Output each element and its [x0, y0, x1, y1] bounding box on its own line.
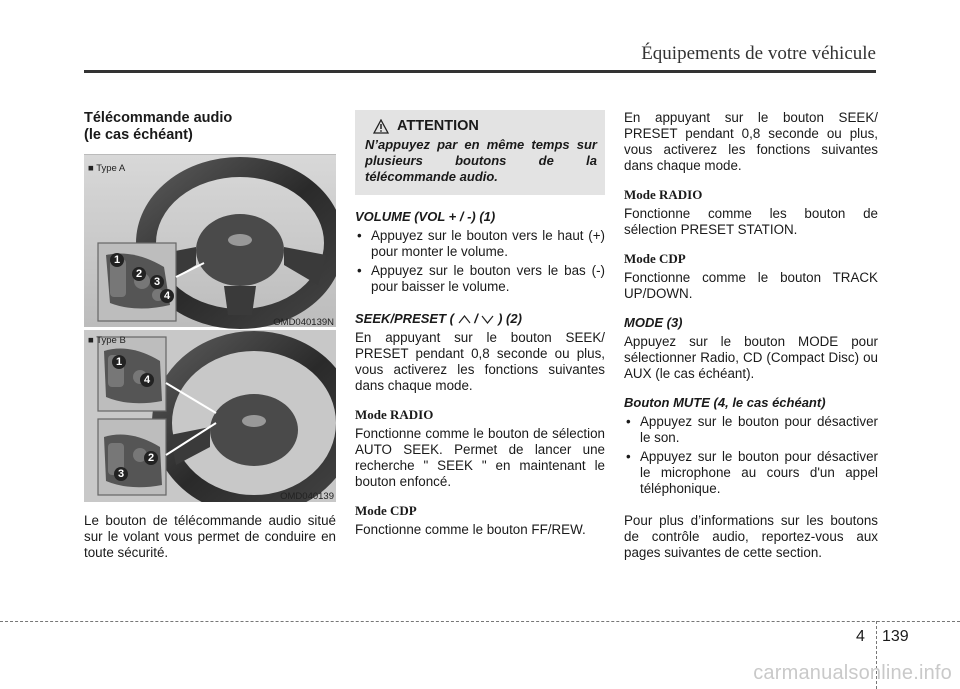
- attention-body: N’appuyez par en même temps sur plusieurs boutons de la télécommande audio.: [365, 137, 597, 184]
- page-number: 139: [882, 628, 909, 645]
- left-intro-text: Le bouton de télécommande audio situé sur le volant vous permet de conduire en toute sécurité.: [84, 513, 336, 560]
- callout-b-4: 4: [140, 373, 154, 387]
- attention-title: [365, 118, 597, 134]
- callout-b-3: 3: [114, 467, 128, 481]
- wheel-b-hub: [210, 394, 298, 466]
- volume-list: [355, 228, 605, 295]
- wheel-a-hub: [196, 214, 284, 286]
- page-header-title: Équipements de votre véhicule: [641, 43, 876, 64]
- attention-box: [355, 110, 605, 195]
- middle-column: [355, 110, 605, 538]
- right-mode-radio-heading: Mode RADIO: [624, 187, 703, 202]
- figure-b-label: ■ Type B: [88, 335, 126, 346]
- list-item: • Appuyez sur le bouton pour désactiver le microphone au cours d'un appel téléphonique.: [624, 449, 878, 497]
- chapter-number: 4: [856, 628, 865, 645]
- list-item: • Appuyez sur le bouton vers le haut (+) pour monter le volume.: [355, 228, 605, 260]
- list-item: • Appuyez sur le bouton pour désactiver le son.: [624, 414, 878, 446]
- callout-b-1: 1: [112, 355, 126, 369]
- seek-heading-part3: ) (2): [498, 311, 522, 326]
- seek-heading-part1: SEEK/PRESET (: [355, 311, 454, 326]
- list-item: • Appuyez sur le bouton vers le bas (-) pour baisser le volume.: [355, 263, 605, 295]
- chevron-up-icon: [458, 315, 471, 324]
- mode-radio-heading: Mode RADIO: [355, 407, 434, 422]
- right-mode-cdp-heading: Mode CDP: [624, 251, 686, 266]
- seek-heading-part2: /: [474, 311, 478, 326]
- wheel-a-logo: [228, 234, 252, 246]
- steering-wheel-figure: [84, 154, 336, 501]
- figure-b-code: OMD040139: [280, 491, 334, 502]
- section-title: [84, 110, 336, 144]
- chevron-down-icon: [481, 315, 494, 324]
- right-mode-radio-text: Fonctionne comme les bouton de sélection PRESET STATION.: [624, 206, 878, 237]
- right-mode-cdp-text: Fonctionne comme le bouton TRACK UP/DOWN.: [624, 270, 878, 301]
- footer-dashed-rule: [0, 621, 960, 622]
- mode-cdp-heading: Mode CDP: [355, 503, 417, 518]
- callout-b-2: 2: [144, 451, 158, 465]
- mode-text: Appuyez sur le bouton MODE pour sélectionner Radio, CD (Compact Disc) ou AUX (le cas échéant).: [624, 334, 878, 381]
- callout-a-4: 4: [160, 289, 174, 303]
- right-outro-text: Pour plus d’informations sur les boutons de contrôle audio, reportez-vous aux pages suivantes de cette section.: [624, 513, 878, 560]
- left-column: [84, 110, 336, 561]
- attention-title-text: ATTENTION: [397, 118, 479, 134]
- callout-a-3: 3: [150, 275, 164, 289]
- mode-heading: MODE (3): [624, 315, 683, 330]
- right-intro-text: En appuyant sur le bouton SEEK/ PRESET pendant 0,8 seconde ou plus, vous activerez les fonctions suivantes dans chaque mode.: [624, 110, 878, 173]
- mode-cdp-text: Fonctionne comme le bouton FF/REW.: [355, 522, 586, 537]
- mute-heading: Bouton MUTE (4, le cas échéant): [624, 395, 826, 410]
- seek-paragraph: En appuyant sur le bouton SEEK/ PRESET pendant 0,8 seconde ou plus, vous activerez les fonctions suivantes dans chaque mode.: [355, 330, 605, 393]
- mute-list: [624, 414, 878, 497]
- warning-triangle-icon: [373, 119, 389, 134]
- watermark: carmanualsonline.info: [753, 662, 952, 684]
- seek-heading: [355, 311, 605, 327]
- mode-radio-text: Fonctionne comme le bouton de sélection AUTO SEEK. Permet de lancer une recherche " SEEK " en maintenant le bouton enfoncé.: [355, 426, 605, 489]
- header-rule: [84, 70, 876, 73]
- section-title-line1: Télécommande audio: [84, 110, 233, 126]
- callout-a-2: 2: [132, 267, 146, 281]
- callout-a-1: 1: [110, 253, 124, 267]
- right-column: [624, 110, 878, 561]
- figure-a-label: ■ Type A: [88, 163, 126, 174]
- figure-a-code: OMD040139N: [273, 317, 334, 328]
- section-title-line2: (le cas échéant): [84, 127, 193, 143]
- volume-heading: VOLUME (VOL + / -) (1): [355, 209, 496, 224]
